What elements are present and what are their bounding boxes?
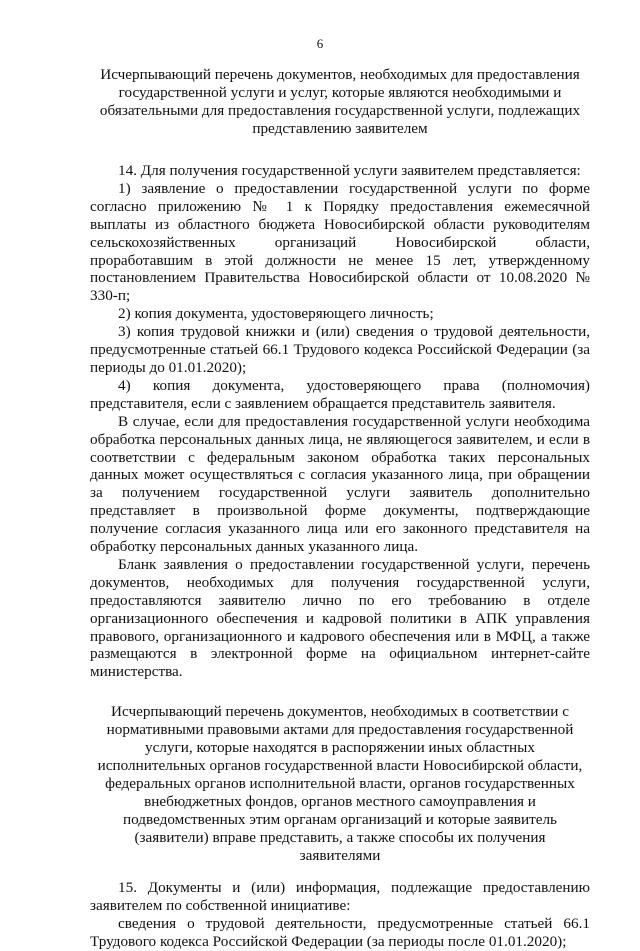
paragraph-14-item-1: 1) заявление о предоставлении государственной услуги по форме согласно приложению № 1 к Порядку предоставления ежемесячной выплаты из областного бюджета Новосибирской области руководителям сельскохозяйственных организаций Новосибирской области, проработавшим в этой должности не менее 15 лет, утвержденному постановлением Правительства Новосибирской области от 10.08.2020 № 330-п; — [90, 179, 590, 305]
paragraph-application-form: Бланк заявления о предоставлении государственной услуги, перечень документов, необходимых для получения государственной услуги, предоставляются заявителю лично по его требованию в отделе организационного обеспечения и кадровой политики в АПК управления правового, организационного и кадрового обеспечения или в МФЦ, а также размещаются в электронной форме на официальном интернет-сайте министерства. — [90, 555, 590, 681]
paragraph-15-intro: 15. Документы и (или) информация, подлежащие предоставлению заявителем по собственной инициативе: — [90, 879, 590, 915]
paragraph-14-item-3: 3) копия трудовой книжки и (или) сведения о трудовой деятельности, предусмотренные статьей 66.1 Трудового кодекса Российской Федерации (за периоды до 01.01.2020); — [90, 323, 590, 376]
section-heading-documents: Исчерпывающий перечень документов, необходимых для предоставления государственной услуги и услуг, которые являются необходимыми и обязательными для предоставления государственной услуги, подлежащих представлению заявителем — [99, 66, 581, 137]
section-heading-interagency-documents: Исчерпывающий перечень документов, необходимых в соответствии с нормативными правовыми актами для предоставления государственной услуги, которые находятся в распоряжении иных областных исполнительных органов государственной власти Новосибирской области, федеральных органов исполнительной власти, органов государственных внебюджетных фондов, органов местного самоуправления и подведомственных этим органам организаций и которые заявитель (заявители) вправе представить, а также способы их получения заявителями — [97, 703, 583, 864]
page-number: 6 — [316, 36, 324, 51]
paragraph-14-item-4: 4) копия документа, удостоверяющего права (полномочия) представителя, если с заявлением обращается представитель заявителя. — [90, 376, 590, 412]
paragraph-consent: В случае, если для предоставления государственной услуги необходима обработка персональных данных лица, не являющегося заявителем, и если в соответствии с федеральным законом обработка таких персональных данных может осуществляться с согласия указанного лица, при обращении за получением государственной услуги заявитель дополнительно представляет в произвольной форме документы, подтверждающие получение согласия указанного лица или его законного представителя на обработку персональных данных указанного лица. — [90, 412, 590, 556]
document-body — [90, 66, 590, 951]
paragraph-15-item-1: сведения о трудовой деятельности, предусмотренные статьей 66.1 Трудового кодекса Российской Федерации (за периоды после 01.01.2020); — [90, 915, 590, 950]
paragraph-14-item-2: 2) копия документа, удостоверяющего личность; — [118, 305, 434, 323]
paragraph-14-intro: 14. Для получения государственной услуги заявителем представляется: — [118, 162, 581, 179]
